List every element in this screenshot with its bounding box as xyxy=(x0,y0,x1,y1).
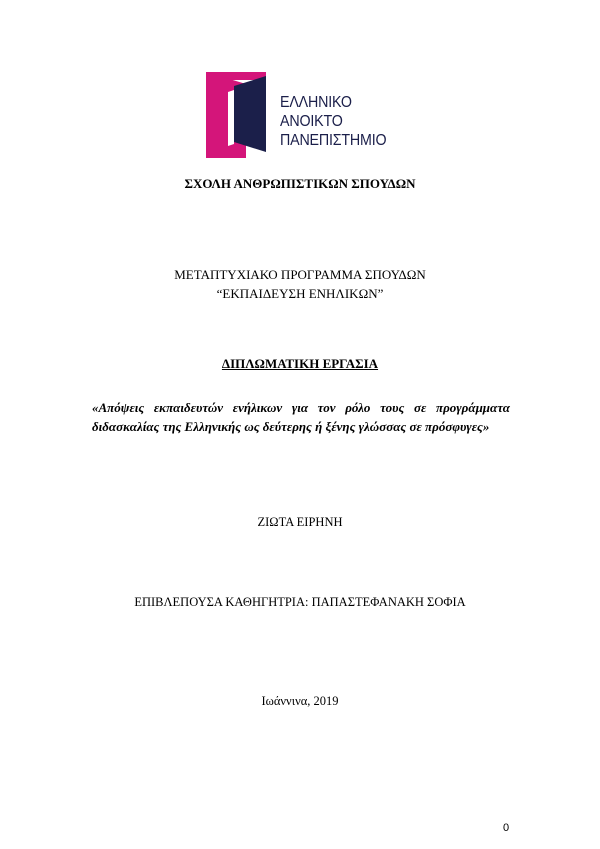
page-number: 0 xyxy=(503,822,510,834)
supervisor: ΕΠΙΒΛΕΠΟΥΣΑ ΚΑΘΗΓΗΤΡΙΑ: ΠΑΠΑΣΤΕΦΑΝΑΚΗ ΣΟΦΙΑ xyxy=(134,595,466,609)
logo-line-2: ΑΝΟΙΚΤΟ xyxy=(280,113,343,130)
thesis-type: ΔΙΠΛΩΜΑΤΙΚΗ ΕΡΓΑΣΙΑ xyxy=(221,356,379,371)
logo-wordmark xyxy=(280,93,386,150)
school-name: ΣΧΟΛΗ ΑΝΘΡΩΠΙΣΤΙΚΩΝ ΣΠΟΥΔΩΝ xyxy=(184,176,416,191)
logo-navy-shape xyxy=(234,76,266,152)
thesis-title: «Απόψεις εκπαιδευτών ενήλικων για τον ρόλο τους σε προγράμματα διδασκαλίας της Ελληνικής ως δεύτερης ή ξένης γλώσσας σε πρόσφυγες» xyxy=(92,400,510,434)
author-name: ΖΙΩΤΑ ΕΙΡΗΝΗ xyxy=(257,515,343,529)
place-date: Ιωάννινα, 2019 xyxy=(261,694,339,708)
program-name xyxy=(0,265,600,303)
program-line-2: “ΕΚΠΑΙΔΕΥΣΗ ΕΝΗΛΙΚΩΝ” xyxy=(216,286,384,301)
logo-line-1: ΕΛΛΗΝΙΚΟ xyxy=(280,94,352,111)
logo-line-3: ΠΑΝΕΠΙΣΤΗΜΙΟ xyxy=(280,132,387,149)
program-line-1: ΜΕΤΑΠΤΥΧΙΑΚΟ ΠΡΟΓΡΑΜΜΑ ΣΠΟΥΔΩΝ xyxy=(174,267,426,282)
